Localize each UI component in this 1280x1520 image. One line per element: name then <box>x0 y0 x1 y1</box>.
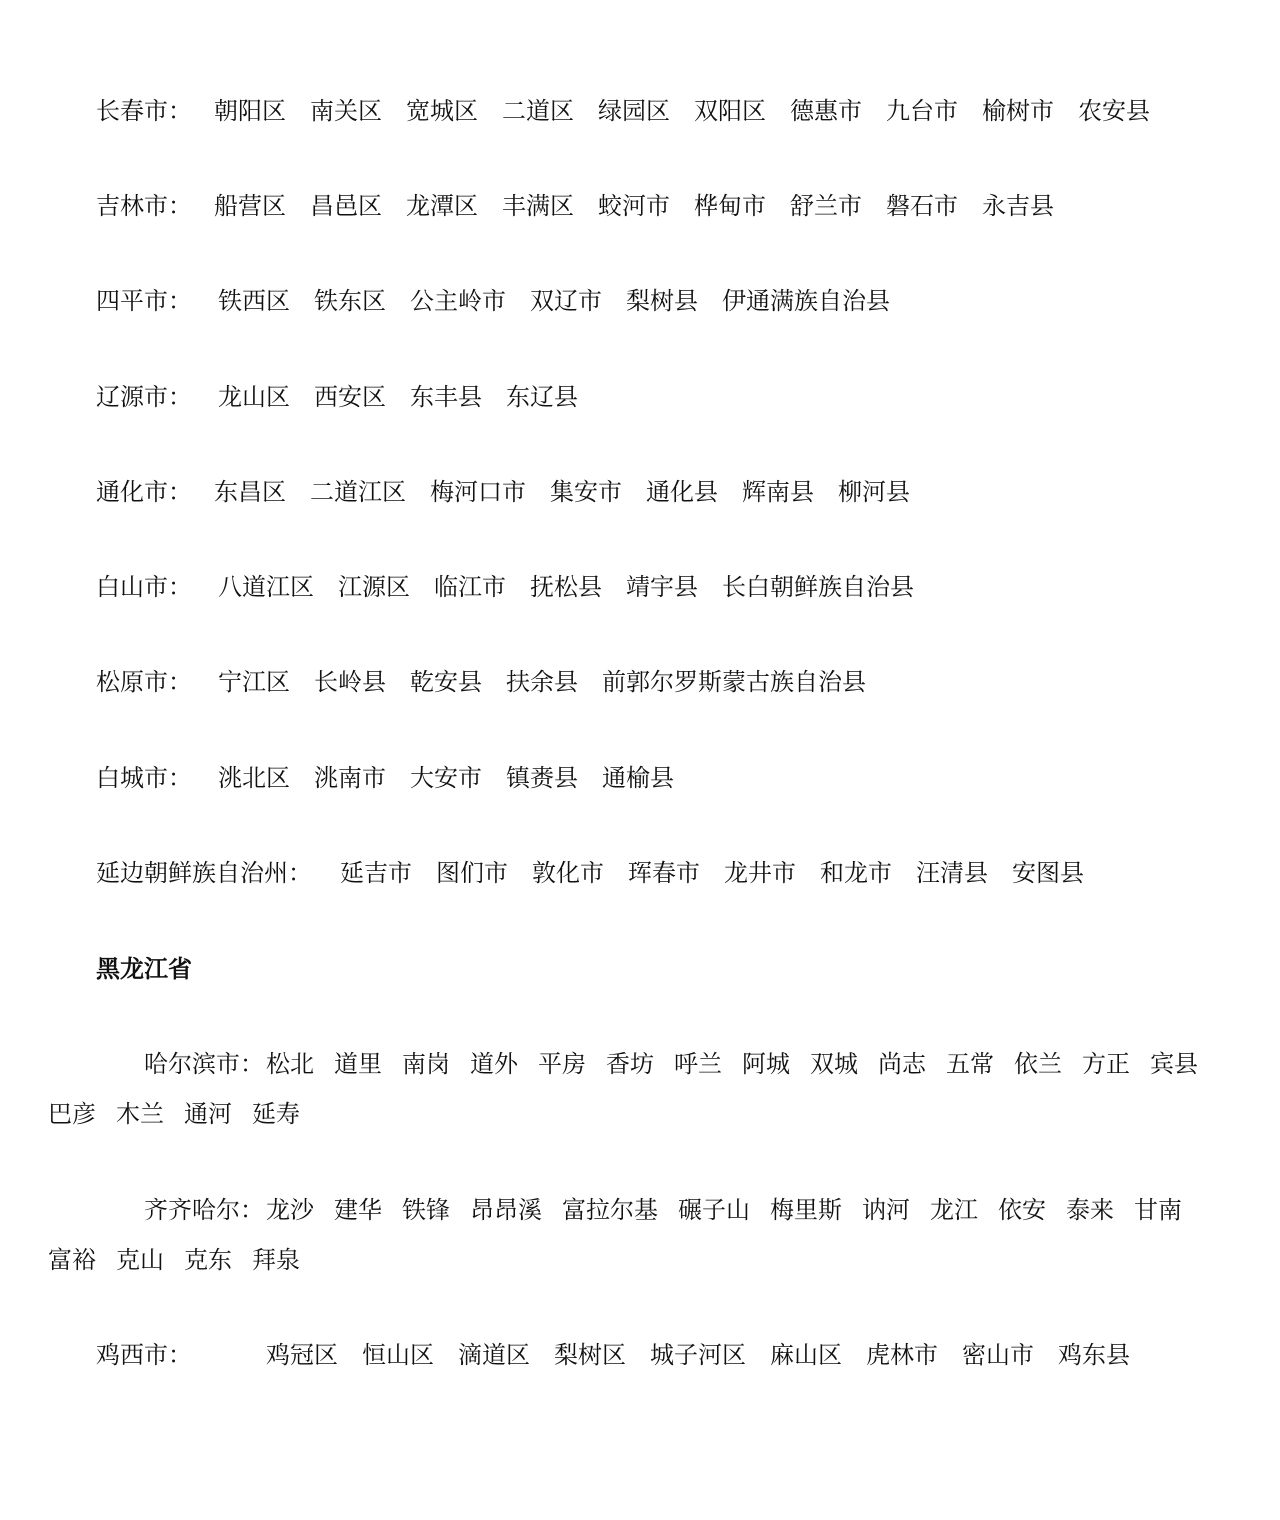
district-item: 南岗 <box>402 1050 450 1078</box>
district-item: 榆树市 <box>982 97 1054 125</box>
district-item: 甘南 <box>1134 1196 1182 1224</box>
district-item: 图们市 <box>436 859 508 887</box>
city-row-harbin <box>48 1039 1238 1128</box>
district-item: 龙江 <box>930 1196 978 1224</box>
district-item: 碾子山 <box>678 1196 750 1224</box>
district-item: 东辽县 <box>506 383 578 411</box>
district-item: 梨树区 <box>554 1341 626 1369</box>
district-item: 洮南市 <box>314 764 386 792</box>
district-item: 乾安县 <box>410 668 482 696</box>
district-item: 梨树县 <box>626 287 698 315</box>
district-item: 平房 <box>538 1050 586 1078</box>
district-item: 朝阳区 <box>214 97 286 125</box>
district-item: 阿城 <box>742 1050 790 1078</box>
district-item: 富裕 <box>48 1246 96 1274</box>
district-item: 临江市 <box>434 573 506 601</box>
city-label: 长春市： <box>96 97 192 125</box>
province-heading: 黑龙江省 <box>96 955 192 983</box>
district-item: 香坊 <box>606 1050 654 1078</box>
district-item: 讷河 <box>862 1196 910 1224</box>
district-item: 农安县 <box>1078 97 1150 125</box>
district-item: 通化县 <box>646 478 718 506</box>
city-label: 齐齐哈尔： <box>144 1196 264 1224</box>
district-item: 巴彦 <box>48 1100 96 1128</box>
district-item: 洮北区 <box>218 764 290 792</box>
city-label: 白山市： <box>96 573 192 601</box>
district-item: 克东 <box>184 1246 232 1274</box>
district-item: 二道江区 <box>310 478 406 506</box>
city-label: 吉林市： <box>96 192 192 220</box>
district-item: 柳河县 <box>838 478 910 506</box>
district-item: 扶余县 <box>506 668 578 696</box>
district-item: 前郭尔罗斯蒙古族自治县 <box>602 668 866 696</box>
district-item: 长白朝鲜族自治县 <box>722 573 914 601</box>
district-item: 宽城区 <box>406 97 478 125</box>
city-row-liaoyuan <box>96 380 602 414</box>
city-label: 四平市： <box>96 287 192 315</box>
district-item: 松北 <box>266 1050 314 1078</box>
district-item: 城子河区 <box>650 1341 746 1369</box>
district-item: 镇赉县 <box>506 764 578 792</box>
district-item: 丰满区 <box>502 192 574 220</box>
district-item: 南关区 <box>310 97 382 125</box>
district-item: 宾县 <box>1150 1050 1198 1078</box>
district-item: 长岭县 <box>314 668 386 696</box>
district-item: 依兰 <box>1014 1050 1062 1078</box>
district-item: 拜泉 <box>252 1246 300 1274</box>
district-item: 蛟河市 <box>598 192 670 220</box>
district-item: 恒山区 <box>362 1341 434 1369</box>
city-label: 鸡西市： <box>96 1341 192 1369</box>
district-item: 铁东区 <box>314 287 386 315</box>
district-item: 通榆县 <box>602 764 674 792</box>
district-item: 五常 <box>946 1050 994 1078</box>
district-item: 桦甸市 <box>694 192 766 220</box>
district-item: 九台市 <box>886 97 958 125</box>
district-item: 龙沙 <box>266 1196 314 1224</box>
district-item: 二道区 <box>502 97 574 125</box>
district-item: 双城 <box>810 1050 858 1078</box>
district-item: 八道江区 <box>218 573 314 601</box>
district-item: 宁江区 <box>218 668 290 696</box>
district-item: 汪清县 <box>916 859 988 887</box>
city-row-qiqihar <box>48 1185 1238 1274</box>
city-label: 延边朝鲜族自治州： <box>96 859 312 887</box>
district-item: 延寿 <box>252 1100 300 1128</box>
district-item: 鸡东县 <box>1058 1341 1130 1369</box>
district-item: 滴道区 <box>458 1341 530 1369</box>
district-item: 龙潭区 <box>406 192 478 220</box>
city-row-changchun <box>96 94 1174 128</box>
district-item: 抚松县 <box>530 573 602 601</box>
district-item: 铁西区 <box>218 287 290 315</box>
district-item: 龙井市 <box>724 859 796 887</box>
district-item: 道外 <box>470 1050 518 1078</box>
district-item: 依安 <box>998 1196 1046 1224</box>
district-item: 呼兰 <box>674 1050 722 1078</box>
district-item: 木兰 <box>116 1100 164 1128</box>
district-item: 和龙市 <box>820 859 892 887</box>
district-item: 麻山区 <box>770 1341 842 1369</box>
city-row-tonghua <box>96 475 934 509</box>
city-row-jilin <box>96 189 1078 223</box>
district-item: 富拉尔基 <box>562 1196 658 1224</box>
district-item: 梅河口市 <box>430 478 526 506</box>
district-item: 双辽市 <box>530 287 602 315</box>
city-row-songyuan <box>96 665 890 699</box>
district-item: 靖宇县 <box>626 573 698 601</box>
district-item: 昂昂溪 <box>470 1196 542 1224</box>
district-item: 龙山区 <box>218 383 290 411</box>
district-item: 绿园区 <box>598 97 670 125</box>
city-label: 松原市： <box>96 668 192 696</box>
district-item: 鸡冠区 <box>266 1341 338 1369</box>
district-item: 公主岭市 <box>410 287 506 315</box>
district-item: 建华 <box>334 1196 382 1224</box>
city-row-baishan <box>96 570 938 604</box>
district-item: 东昌区 <box>214 478 286 506</box>
district-item: 船营区 <box>214 192 286 220</box>
district-item: 东丰县 <box>410 383 482 411</box>
district-item: 德惠市 <box>790 97 862 125</box>
district-item: 通河 <box>184 1100 232 1128</box>
district-item: 密山市 <box>962 1341 1034 1369</box>
city-label: 辽源市： <box>96 383 192 411</box>
district-item: 昌邑区 <box>310 192 382 220</box>
district-item: 双阳区 <box>694 97 766 125</box>
district-item: 泰来 <box>1066 1196 1114 1224</box>
district-item: 克山 <box>116 1246 164 1274</box>
district-item: 铁锋 <box>402 1196 450 1224</box>
district-item: 舒兰市 <box>790 192 862 220</box>
district-item: 方正 <box>1082 1050 1130 1078</box>
city-label: 白城市： <box>96 764 192 792</box>
city-label: 哈尔滨市： <box>144 1050 264 1078</box>
city-row-baicheng <box>96 761 698 795</box>
district-item: 西安区 <box>314 383 386 411</box>
district-item: 大安市 <box>410 764 482 792</box>
city-row-jixi <box>96 1338 1154 1372</box>
city-label: 通化市： <box>96 478 192 506</box>
district-item: 珲春市 <box>628 859 700 887</box>
district-item: 尚志 <box>878 1050 926 1078</box>
district-item: 永吉县 <box>982 192 1054 220</box>
district-item: 虎林市 <box>866 1341 938 1369</box>
district-item: 道里 <box>334 1050 382 1078</box>
district-item: 伊通满族自治县 <box>722 287 890 315</box>
district-item: 辉南县 <box>742 478 814 506</box>
city-row-yanbian <box>96 856 1108 890</box>
district-item: 梅里斯 <box>770 1196 842 1224</box>
district-item: 敦化市 <box>532 859 604 887</box>
district-item: 延吉市 <box>340 859 412 887</box>
district-item: 安图县 <box>1012 859 1084 887</box>
district-item: 磐石市 <box>886 192 958 220</box>
city-row-siping <box>96 284 914 318</box>
district-item: 江源区 <box>338 573 410 601</box>
district-item: 集安市 <box>550 478 622 506</box>
